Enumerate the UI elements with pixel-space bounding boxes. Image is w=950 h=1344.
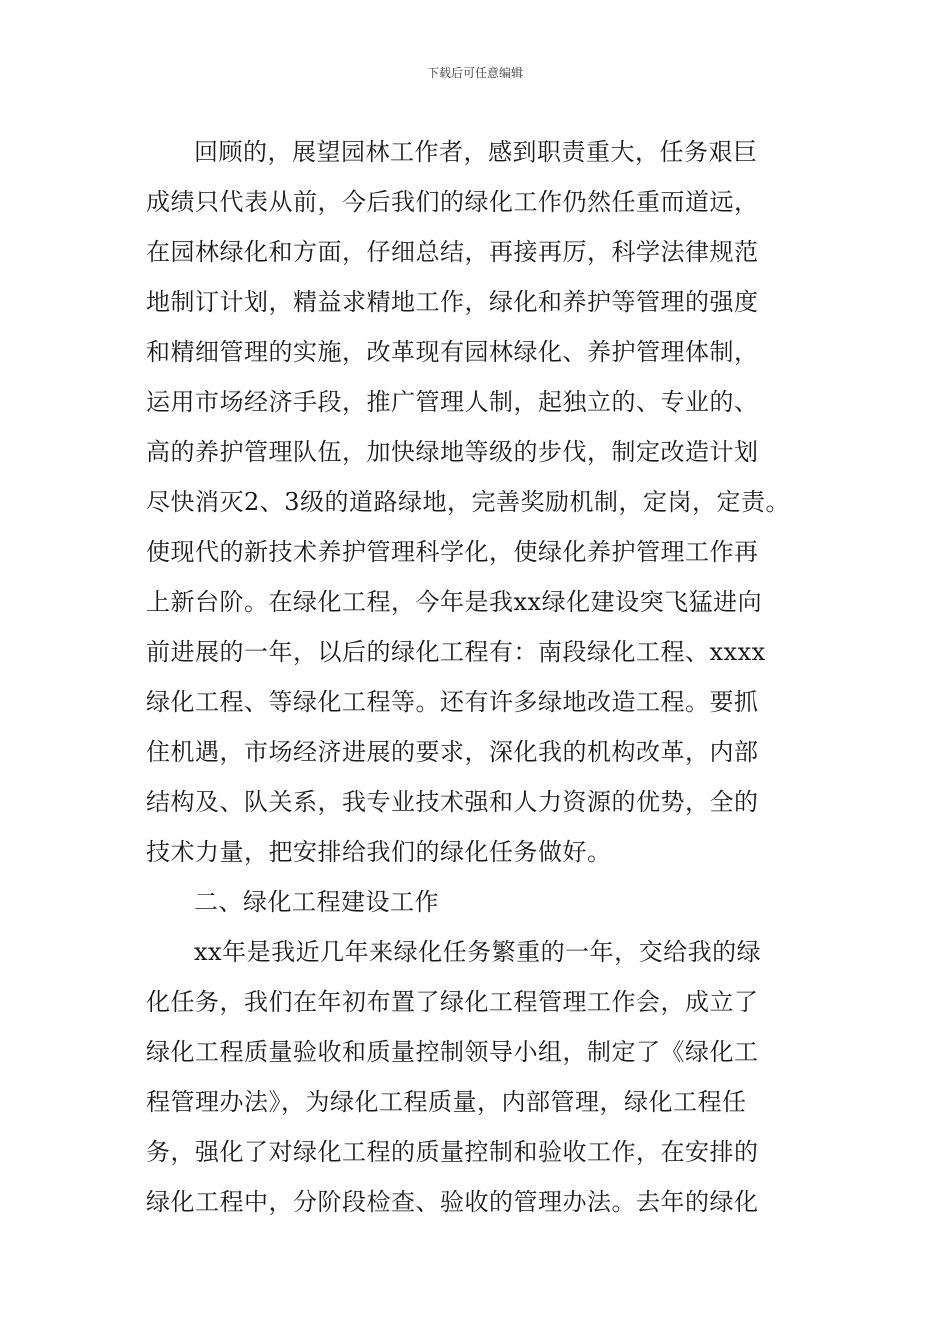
paragraph-line: xx年是我近几年来绿化任务繁重的一年，交给我的绿 [194,938,762,966]
paragraph-line: 绿化工程、等绿化工程等。还有许多绿地改造工程。要抓 [146,688,759,716]
paragraph-line: 上新台阶。在绿化工程，今年是我xx绿化建设突飞猛进向 [146,588,763,616]
paragraph-line: 和精细管理的实施，改革现有园林绿化、养护管理体制， [146,338,759,366]
paragraph-line: 在园林绿化和方面，仔细总结，再接再厉，科学法律规范 [146,238,759,266]
paragraph-line: 务，强化了对绿化工程的质量控制和验收工作，在安排的 [146,1138,759,1166]
paragraph-line: 运用市场经济手段，推广管理人制，起独立的、专业的、 [146,388,759,416]
paragraph-line: 尽快消灭2、3级的道路绿地，完善奖励机制，定岗，定责。 [146,488,791,516]
paragraph-line: 化任务，我们在年初布置了绿化工程管理工作会，成立了 [146,988,759,1016]
paragraph-line: 成绩只代表从前，今后我们的绿化工作仍然任重而道远， [146,188,759,216]
paragraph-line: 绿化工程质量验收和质量控制领导小组，制定了《绿化工 [146,1038,759,1066]
section-heading: 二、绿化工程建设工作 [194,888,439,916]
paragraph-line: 前进展的一年，以后的绿化工程有：南段绿化工程、xxxx [146,638,766,666]
paragraph-line: 结构及、队关系，我专业技术强和人力资源的优势，全的 [146,788,759,816]
paragraph-line: 程管理办法》，为绿化工程质量，内部管理，绿化工程任 [146,1088,747,1116]
paragraph-line: 回顾的，展望园林工作者，感到职责重大，任务艰巨 [194,138,758,166]
paragraph-line: 绿化工程中，分阶段检查、验收的管理办法。去年的绿化 [146,1188,759,1216]
paragraph-line: 高的养护管理队伍，加快绿地等级的步伐，制定改造计划 [146,438,759,466]
paragraph-line: 住机遇，市场经济进展的要求，深化我的机构改革，内部 [146,738,759,766]
page-header: 下载后可任意编辑 [426,66,523,80]
paragraph-line: 地制订计划，精益求精地工作，绿化和养护等管理的强度 [146,288,759,316]
paragraph-line: 使现代的新技术养护管理科学化，使绿化养护管理工作再 [146,538,759,566]
paragraph-line: 技术力量，把安排给我们的绿化任务做好。 [146,838,612,866]
document-body [146,127,826,1227]
